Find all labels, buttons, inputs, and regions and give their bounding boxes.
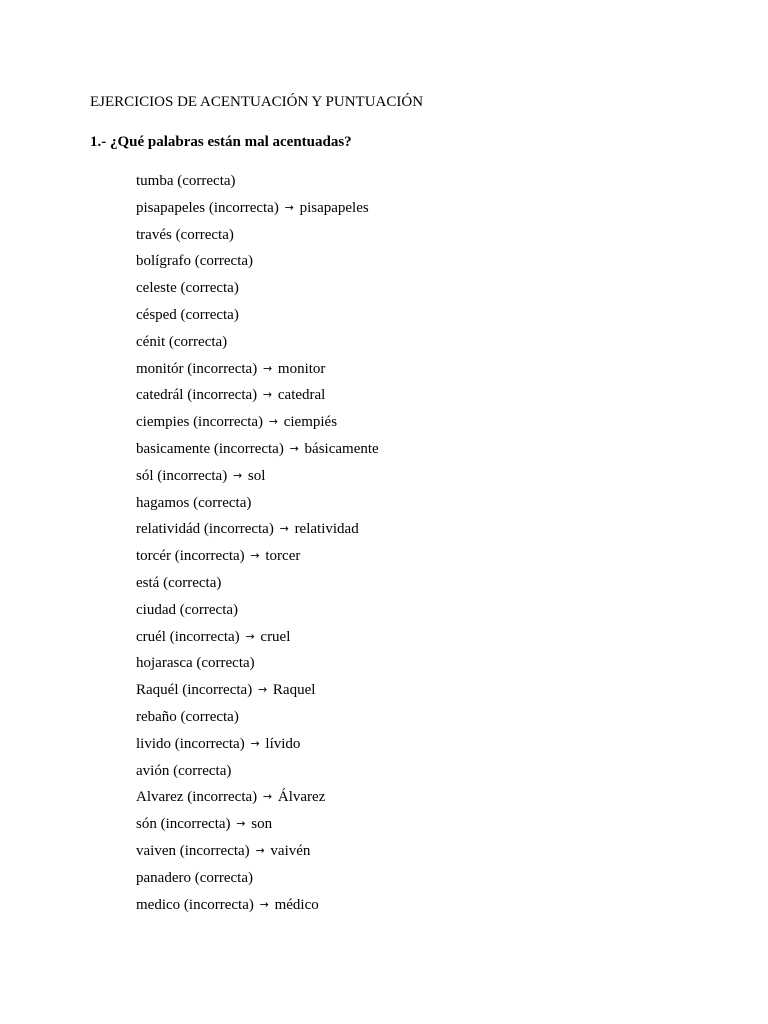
item-correction: lívido bbox=[265, 735, 301, 752]
arrow-icon: → bbox=[268, 415, 278, 429]
item-text bbox=[136, 708, 239, 726]
arrow-icon: → bbox=[262, 361, 273, 375]
item-text bbox=[136, 869, 253, 887]
item-text bbox=[136, 842, 310, 861]
item-word: Alvarez (incorrecta) bbox=[136, 789, 258, 806]
item-word: torcér (incorrecta) bbox=[136, 548, 245, 565]
item-text bbox=[136, 279, 239, 297]
item-word: ciudad (correcta) bbox=[136, 601, 239, 618]
arrow-icon: → bbox=[250, 736, 260, 750]
item-word: celeste (correcta) bbox=[136, 280, 239, 297]
item-correction: vaivén bbox=[270, 842, 311, 859]
arrow-icon: → bbox=[279, 522, 289, 536]
item-correction: relatividad bbox=[294, 521, 359, 538]
item-correction: pisapapeles bbox=[299, 199, 369, 216]
item-text bbox=[136, 896, 319, 915]
item-word: medico (incorrecta) bbox=[136, 896, 254, 913]
item-text bbox=[136, 601, 238, 619]
item-correction: básicamente bbox=[304, 440, 379, 457]
arrow-icon: → bbox=[262, 388, 273, 402]
item-word: vaiven (incorrecta) bbox=[136, 842, 250, 859]
item-text bbox=[136, 735, 300, 754]
item-text bbox=[136, 226, 234, 244]
item-text bbox=[136, 360, 325, 379]
arrow-icon: → bbox=[262, 790, 273, 804]
item-correction: torcer bbox=[265, 548, 301, 565]
item-correction: Álvarez bbox=[277, 789, 326, 806]
item-text bbox=[136, 788, 325, 807]
question-heading: 1.- ¿Qué palabras están mal acentuadas? bbox=[90, 134, 352, 150]
item-word: livido (incorrecta) bbox=[136, 735, 245, 752]
item-text bbox=[136, 467, 265, 486]
item-word: són (incorrecta) bbox=[136, 816, 231, 833]
item-word: relatividád (incorrecta) bbox=[136, 521, 274, 538]
item-text bbox=[136, 654, 255, 672]
item-word: hagamos (correcta) bbox=[136, 494, 252, 511]
item-word: rebaño (correcta) bbox=[136, 708, 239, 725]
arrow-icon: → bbox=[245, 629, 255, 643]
item-text bbox=[136, 413, 337, 432]
item-correction: ciempiés bbox=[283, 414, 338, 431]
item-word: través (correcta) bbox=[136, 226, 234, 243]
item-correction: médico bbox=[274, 896, 319, 913]
document-title: EJERCICIOS DE ACENTUACIÓN Y PUNTUACIÓN bbox=[90, 94, 424, 110]
item-word: basicamente (incorrecta) bbox=[136, 440, 284, 457]
arrow-icon: → bbox=[236, 817, 246, 831]
item-word: bolígrafo (correcta) bbox=[136, 253, 254, 270]
arrow-icon: → bbox=[259, 897, 269, 911]
item-text bbox=[136, 306, 239, 324]
item-word: catedrál (incorrecta) bbox=[136, 387, 258, 404]
arrow-icon: → bbox=[284, 200, 294, 214]
item-text bbox=[136, 681, 315, 700]
item-correction: cruel bbox=[260, 628, 291, 645]
item-correction: son bbox=[251, 816, 273, 833]
item-word: Raquél (incorrecta) bbox=[136, 682, 253, 699]
arrow-icon: → bbox=[250, 549, 260, 563]
item-word: pisapapeles (incorrecta) bbox=[136, 199, 279, 216]
item-correction: Raquel bbox=[272, 682, 316, 699]
item-text bbox=[136, 252, 253, 270]
item-word: cénit (correcta) bbox=[136, 333, 228, 350]
item-word: césped (correcta) bbox=[136, 306, 239, 323]
item-text bbox=[136, 628, 290, 647]
arrow-icon: → bbox=[289, 441, 299, 455]
item-word: está (correcta) bbox=[136, 574, 222, 591]
item-text bbox=[136, 333, 227, 351]
item-word: ciempies (incorrecta) bbox=[136, 414, 264, 431]
item-text bbox=[136, 494, 251, 512]
item-word: cruél (incorrecta) bbox=[136, 628, 240, 645]
item-correction: monitor bbox=[277, 360, 326, 377]
item-word: monitór (incorrecta) bbox=[136, 360, 258, 377]
item-text bbox=[136, 172, 236, 190]
item-text bbox=[136, 199, 369, 218]
item-word: sól (incorrecta) bbox=[136, 467, 228, 484]
item-text bbox=[136, 440, 379, 459]
arrow-icon: → bbox=[255, 843, 265, 857]
item-text bbox=[136, 762, 231, 780]
item-word: panadero (correcta) bbox=[136, 869, 253, 886]
item-word: hojarasca (correcta) bbox=[136, 655, 255, 672]
arrow-icon: → bbox=[257, 683, 268, 697]
item-text bbox=[136, 574, 221, 592]
item-correction: sol bbox=[247, 467, 266, 484]
item-text bbox=[136, 520, 359, 539]
item-word: tumba (correcta) bbox=[136, 173, 236, 189]
item-word: avión (correcta) bbox=[136, 762, 232, 779]
item-correction: catedral bbox=[277, 387, 326, 404]
item-text bbox=[136, 547, 300, 566]
item-text bbox=[136, 815, 272, 834]
item-text bbox=[136, 386, 325, 405]
arrow-icon: → bbox=[232, 468, 243, 482]
